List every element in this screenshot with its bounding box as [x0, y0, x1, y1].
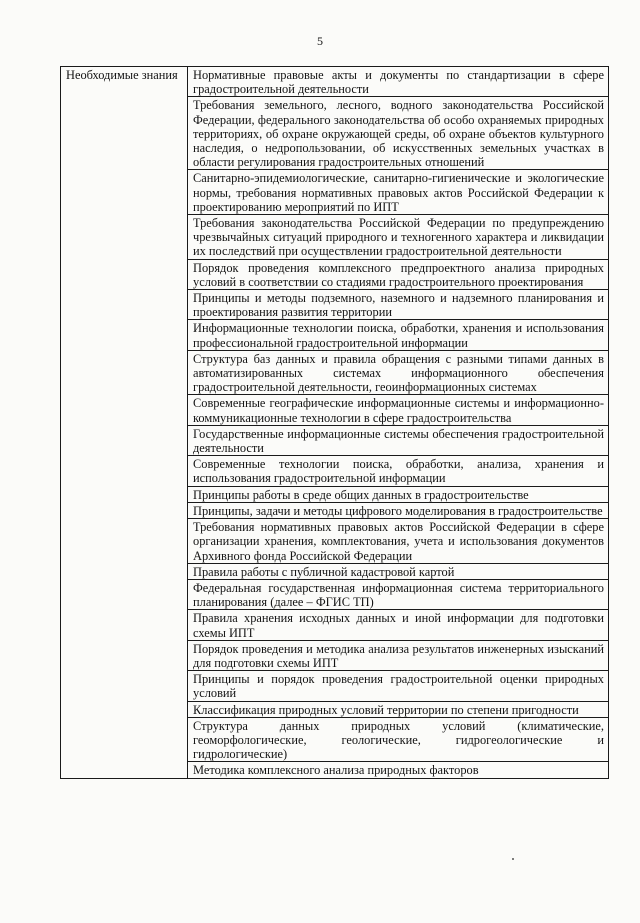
knowledge-item: Нормативные правовые акты и документы по стандартизации в сфере градостроительной деятельности — [188, 67, 609, 97]
knowledge-item: Правила работы с публичной кадастровой картой — [188, 563, 609, 579]
knowledge-item: Порядок проведения комплексного предпроектного анализа природных условий в соответствии со стадиями градостроительного проектирования — [188, 259, 609, 289]
knowledge-item: Правила хранения исходных данных и иной информации для подготовки схемы ИПТ — [188, 610, 609, 640]
section-label: Необходимые знания — [61, 67, 188, 779]
knowledge-item: Принципы, задачи и методы цифрового моделирования в градостроительстве — [188, 502, 609, 518]
page-number: 5 — [317, 34, 323, 48]
knowledge-item: Требования нормативных правовых актов Российской Федерации в сфере организации хранения, комплектования, учета и использования документов Архивного фонда Российской Федерации — [188, 519, 609, 564]
knowledge-item: Федеральная государственная информационная система территориального планирования (далее – ФГИС ТП) — [188, 579, 609, 609]
knowledge-item: Информационные технологии поиска, обработки, хранения и использования профессиональной градостроительной информации — [188, 320, 609, 350]
knowledge-item: Структура данных природных условий (климатические, геоморфологические, геологические, гидрогеологические и гидрологические) — [188, 717, 609, 762]
knowledge-item: Государственные информационные системы обеспечения градостроительной деятельности — [188, 425, 609, 455]
knowledge-item: Методика комплексного анализа природных факторов — [188, 762, 609, 778]
knowledge-item: Структура баз данных и правила обращения с разными типами данных в автоматизированных системах информационного обеспечения градостроительной деятельности, геоинформационных системах — [188, 350, 609, 395]
knowledge-item: Требования земельного, лесного, водного законодательства Российской Федерации, федерального законодательства об особо охраняемых природных территориях, об охране окружающей среды, об охране объектов культурного наследия, о недропользовании, об искусственных земельных участках в области регулирования градостроительных отношений — [188, 97, 609, 170]
knowledge-item: Современные технологии поиска, обработки, анализа, хранения и использования градостроительной информации — [188, 456, 609, 486]
knowledge-item: Принципы и методы подземного, наземного и надземного планирования и проектирования развития территории — [188, 290, 609, 320]
knowledge-item: Современные географические информационные системы и информационно-коммуникационные технологии в сфере градостроительства — [188, 395, 609, 425]
knowledge-item: Принципы работы в среде общих данных в градостроительстве — [188, 486, 609, 502]
knowledge-item: Классификация природных условий территории по степени пригодности — [188, 701, 609, 717]
knowledge-table-body — [61, 67, 609, 779]
scan-speck — [512, 858, 514, 860]
knowledge-item: Принципы и порядок проведения градостроительной оценки природных условий — [188, 671, 609, 701]
knowledge-item: Санитарно-эпидемиологические, санитарно-гигиенические и экологические нормы, требования нормативных правовых актов Российской Федерации к проектированию мероприятий по ИПТ — [188, 170, 609, 215]
table-row — [61, 67, 609, 97]
knowledge-table — [60, 66, 609, 779]
knowledge-item: Требования законодательства Российской Федерации по предупреждению чрезвычайных ситуаций природного и техногенного характера и ликвидации их последствий при осуществлении градостроительной деятельности — [188, 215, 609, 260]
knowledge-item: Порядок проведения и методика анализа результатов инженерных изысканий для подготовки схемы ИПТ — [188, 640, 609, 670]
